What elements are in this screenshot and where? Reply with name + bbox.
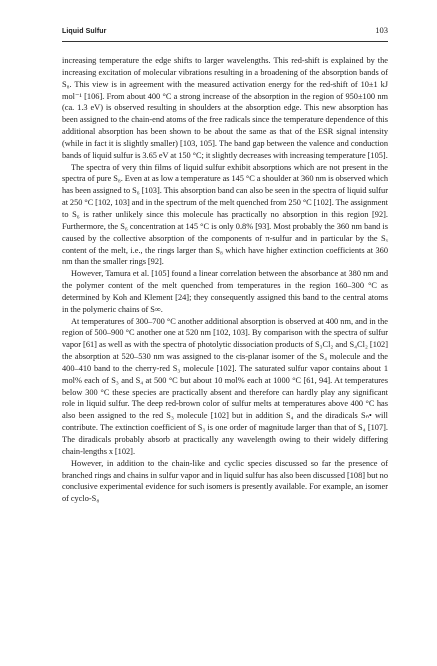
- body-text: [62, 55, 388, 505]
- page-number: 103: [375, 25, 388, 35]
- running-head: Liquid Sulfur: [62, 28, 107, 35]
- paragraph-2: The spectra of very thin films of liquid sulfur exhibit absorptions which are not present in the spectra of pure S₈. Even at as low a temperature as 145 °C a shoulder at 360 nm is observed which has been assigned to S₆ [103]. This absorption band can also be seen in the spectra of liquid sulfur at 250 °C [102, 103] and in the spectrum of the melt quenched from 250 °C [102]. The assignment to S₆ is rather unlikely since this molecule has practically no absorption in this region [92]. Furthermore, the S₆ concentration at 145 °C is only 0.8% [93]. Most probably the 360 nm band is caused by the collective absorption of the components of π-sulfur and in particular by the Sₓ content of the melt, i.e., the rings larger than S₈ which have higher extinction coefficients at 360 nm than the smaller rings [92].: [62, 162, 388, 267]
- header-divider: [62, 41, 388, 42]
- paragraph-1: increasing temperature the edge shifts to larger wavelengths. This red-shift is explained by the increasing excitation of molecular vibrations resulting in a broadening of the absorption bands of S₈. This view is in agreement with the measured activation energy for the red-shift of 10±1 kJ mol⁻¹ [106]. From about 400 °C a strong increase of the absorption in the region of 950±100 nm (ca. 1.3 eV) is observed resulting in shoulders at the absorption edge. This new absorption has been assigned to the chain-end atoms of the free radicals since the temperature dependence of this additional absorption has been shown to be about the same as that of the ESR signal intensity (while in fact it is slightly smaller) [103, 105]. The band gap between the valence and conduction bands of liquid sulfur is 3.65 eV at 150 °C; it slightly decreases with increasing temperature [105].: [62, 56, 388, 160]
- paragraph-5: However, in addition to the chain-like and cyclic species discussed so far the presence of branched rings and chains in sulfur vapor and in liquid sulfur has also been discussed [108] but no conclusive experimental evidence for such isomers is presently available. For example, an isomer of cyclo-S₈: [62, 458, 388, 504]
- paragraph-3: However, Tamura et al. [105] found a linear correlation between the absorbance at 380 nm and the polymer content of the melt quenched from temperatures in the region 160–300 °C as determined by Koh and Klement [24]; they consequently assigned this band to the central atoms in the polymeric chains of S∞.: [62, 269, 388, 314]
- page-header: [62, 25, 388, 39]
- paragraph-4: At temperatures of 300–700 °C another additional absorption is observed at 400 nm, and in the region of 500–900 °C another one at 520 nm [102, 103]. By comparison with the spectra of sulfur vapor [61] as well as with the spectra of photolytic dissociation products of S₃Cl₂ and S₄Cl₂ [102] the absorption at 520–530 nm was assigned to the cis-planar isomer of the S₄ molecule and the 400–410 band to the cherry-red S₃ molecule [102]. The saturated sulfur vapor contains about 1 mol% each of S₃ and S₄ at 500 °C but about 10 mol% each at 1000 °C [61, 94]. At temperatures below 300 °C these species are practically absent and therefore can hardly play any significant role in liquid sulfur. The deep red-brown color of sulfur melts at temperatures above 400 °C has also been assigned to the red S₃ molecule [102] but in addition S₄ and the diradicals Sₙ• will contribute. The extinction coefficient of S₃ is one order of magnitude larger than that of S₄ [107]. The diradicals probably absorb at practically any wavelength owing to their widely differing chain-lengths x [102].: [62, 316, 388, 456]
